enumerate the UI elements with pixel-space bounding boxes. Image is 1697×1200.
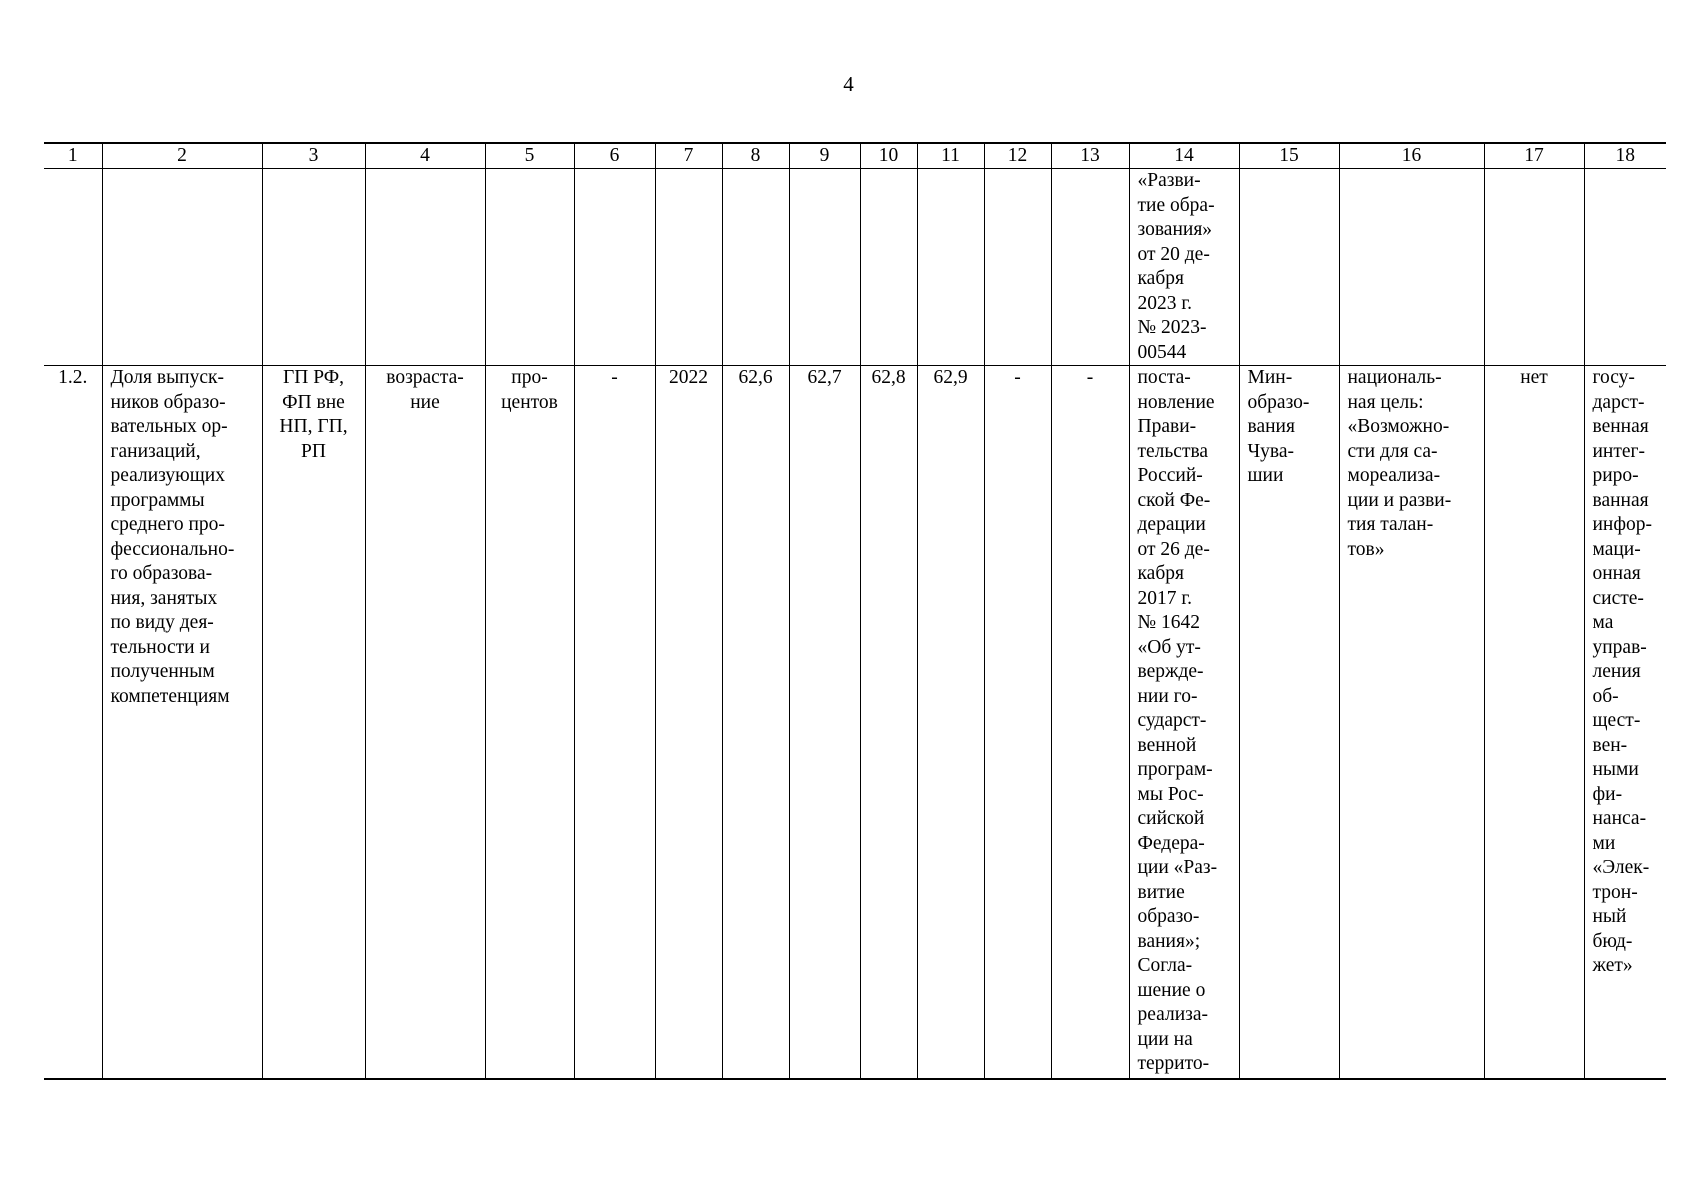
cont-cell-6 (574, 169, 655, 366)
col-header-15: 15 (1239, 143, 1339, 169)
col-header-3: 3 (262, 143, 365, 169)
value-col-10: 62,8 (860, 366, 917, 1080)
indicator-table (44, 142, 1666, 1080)
cont-document-text: «Разви- тие обра- зования» от 20 де- кабря 2023 г. № 2023- 00544 (1129, 169, 1239, 366)
col-header-5: 5 (485, 143, 574, 169)
cont-cell-4 (365, 169, 485, 366)
column-number-row (44, 143, 1666, 169)
value-col-8: 62,6 (722, 366, 789, 1080)
value-col-12: - (984, 366, 1051, 1080)
page-number: 4 (843, 72, 854, 96)
col-header-8: 8 (722, 143, 789, 169)
indicator-trend: возраста- ние (365, 366, 485, 1080)
flag-value: нет (1484, 366, 1584, 1080)
base-year: 2022 (655, 366, 722, 1080)
cont-cell-16 (1339, 169, 1484, 366)
unit-of-measure: про- центов (485, 366, 574, 1080)
cont-cell-2 (102, 169, 262, 366)
col-header-4: 4 (365, 143, 485, 169)
legal-document: поста- новление Прави- тельства Россий- ской Фе- дерации от 26 де- кабря 2017 г. № 1642 «Об ут- вержде- нии го- сударст- венной програм- мы Рос- сийской Федера- ции «Раз- витие образо- вания»; Согла- шение о реализа- ции на террито- (1129, 366, 1239, 1080)
national-goal: националь- ная цель: «Возможно- сти для са- мореализа- ции и разви- тия талан- тов» (1339, 366, 1484, 1080)
col-header-11: 11 (917, 143, 984, 169)
col-header-18: 18 (1584, 143, 1666, 169)
col-header-10: 10 (860, 143, 917, 169)
col-header-12: 12 (984, 143, 1051, 169)
cont-cell-12 (984, 169, 1051, 366)
base-value: - (574, 366, 655, 1080)
information-system: госу- дарст- венная интег- риро- ванная инфор- маци- онная систе- ма управ- ления об- щест- вен- ными фи- нанса- ми «Элек- трон- ный бюд- жет» (1584, 366, 1666, 1080)
value-col-13: - (1051, 366, 1129, 1080)
cont-cell-9 (789, 169, 860, 366)
value-col-11: 62,9 (917, 366, 984, 1080)
cont-cell-10 (860, 169, 917, 366)
col-header-13: 13 (1051, 143, 1129, 169)
table-row-1-2 (44, 366, 1666, 1080)
col-header-9: 9 (789, 143, 860, 169)
cont-cell-7 (655, 169, 722, 366)
cont-cell-17 (1484, 169, 1584, 366)
cont-cell-1 (44, 169, 102, 366)
col-header-17: 17 (1484, 143, 1584, 169)
cont-cell-18 (1584, 169, 1666, 366)
cont-cell-13 (1051, 169, 1129, 366)
indicator-level: ГП РФ, ФП вне НП, ГП, РП (262, 366, 365, 1080)
col-header-6: 6 (574, 143, 655, 169)
row-number: 1.2. (44, 366, 102, 1080)
cont-cell-15 (1239, 169, 1339, 366)
cont-cell-5 (485, 169, 574, 366)
col-header-1: 1 (44, 143, 102, 169)
cont-cell-3 (262, 169, 365, 366)
value-col-9: 62,7 (789, 366, 860, 1080)
col-header-2: 2 (102, 143, 262, 169)
indicator-name: Доля выпуск- ников образо- вательных ор- ганизаций, реализующих программы среднего про- фессионально- го образова- ния, занятых по виду дея- тельности и полученным компетенциям (102, 366, 262, 1080)
cont-cell-11 (917, 169, 984, 366)
cont-cell-8 (722, 169, 789, 366)
col-header-14: 14 (1129, 143, 1239, 169)
responsible-body: Мин- образо- вания Чува- шии (1239, 366, 1339, 1080)
col-header-16: 16 (1339, 143, 1484, 169)
continuation-row (44, 169, 1666, 366)
col-header-7: 7 (655, 143, 722, 169)
